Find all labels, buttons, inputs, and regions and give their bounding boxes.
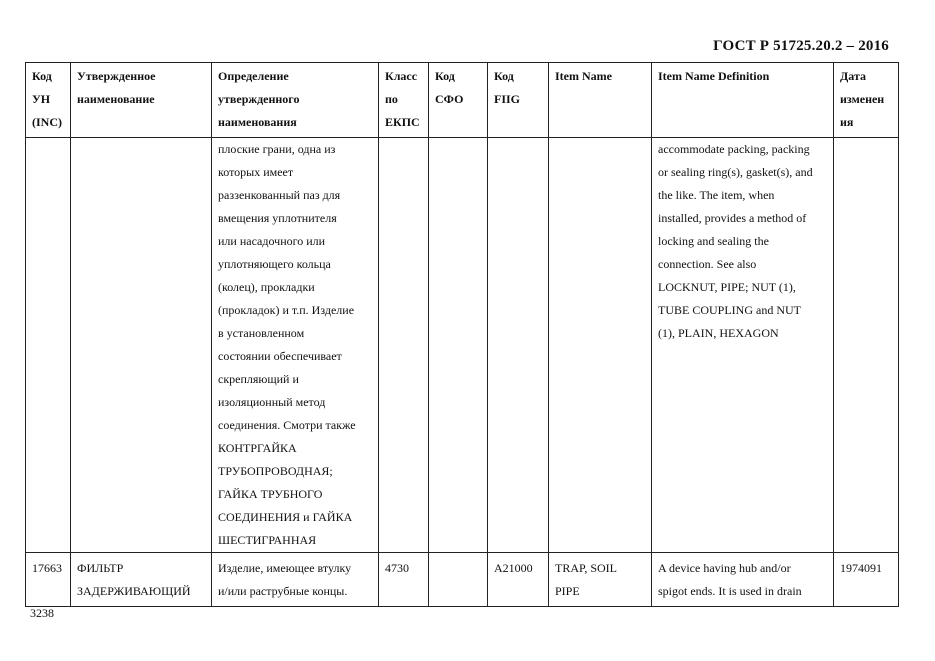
cell-fiig: A21000 <box>488 553 549 607</box>
cell-inc: 17663 <box>26 553 71 607</box>
table-row <box>26 138 899 553</box>
header-date: Дата изменен ия <box>834 63 899 138</box>
header-approved-name: Утвержденное наименование <box>71 63 212 138</box>
header-class: Класс по ЕКПС <box>379 63 429 138</box>
cell-date: 1974091 <box>834 553 899 607</box>
cell-approved-name <box>71 138 212 553</box>
header-item-name: Item Name <box>549 63 652 138</box>
cell-definition-ru: Изделие, имеющее втулку и/или раструбные концы. <box>212 553 379 607</box>
cell-definition-en: accommodate packing, packing or sealing ring(s), gasket(s), and the like. The item, when installed, provides a method of locking and sealing the connection. See also LOCKNUT, PIPE; NUT (1), TUBE COUPLING and NUT (1), PLAIN, HEXAGON <box>652 138 834 553</box>
cell-date <box>834 138 899 553</box>
cell-definition-en: A device having hub and/or spigot ends. It is used in drain <box>652 553 834 607</box>
header-fiig: Код FIIG <box>488 63 549 138</box>
cell-approved-name: ФИЛЬТР ЗАДЕРЖИВАЮЩИЙ <box>71 553 212 607</box>
cell-fiig <box>488 138 549 553</box>
document-standard-code: ГОСТ Р 51725.20.2 – 2016 <box>713 38 889 54</box>
cell-item-name: TRAP, SOIL PIPE <box>549 553 652 607</box>
cell-sfo <box>429 553 488 607</box>
page-number: 3238 <box>30 606 54 620</box>
header-sfo: Код СФО <box>429 63 488 138</box>
cell-definition-ru: плоские грани, одна из которых имеет раззенкованный паз для вмещения уплотнителя или насадочного или уплотняющего кольца (колец), прокладки (прокладок) и т.п. Изделие в установленном состоянии обеспечивает скрепляющий и изоляционный метод соединения. Смотри также КОНТРГАЙКА ТРУБОПРОВОДНАЯ; ГАЙКА ТРУБНОГО СОЕДИНЕНИЯ и ГАЙКА ШЕСТИГРАННАЯ <box>212 138 379 553</box>
header-definition-ru: Определение утвержденного наименования <box>212 63 379 138</box>
classification-table <box>25 62 899 607</box>
cell-item-name <box>549 138 652 553</box>
cell-sfo <box>429 138 488 553</box>
table-header-row <box>26 63 899 138</box>
header-definition-en: Item Name Definition <box>652 63 834 138</box>
table-row <box>26 553 899 607</box>
header-inc: Код УН (INC) <box>26 63 71 138</box>
cell-class: 4730 <box>379 553 429 607</box>
cell-inc <box>26 138 71 553</box>
cell-class <box>379 138 429 553</box>
